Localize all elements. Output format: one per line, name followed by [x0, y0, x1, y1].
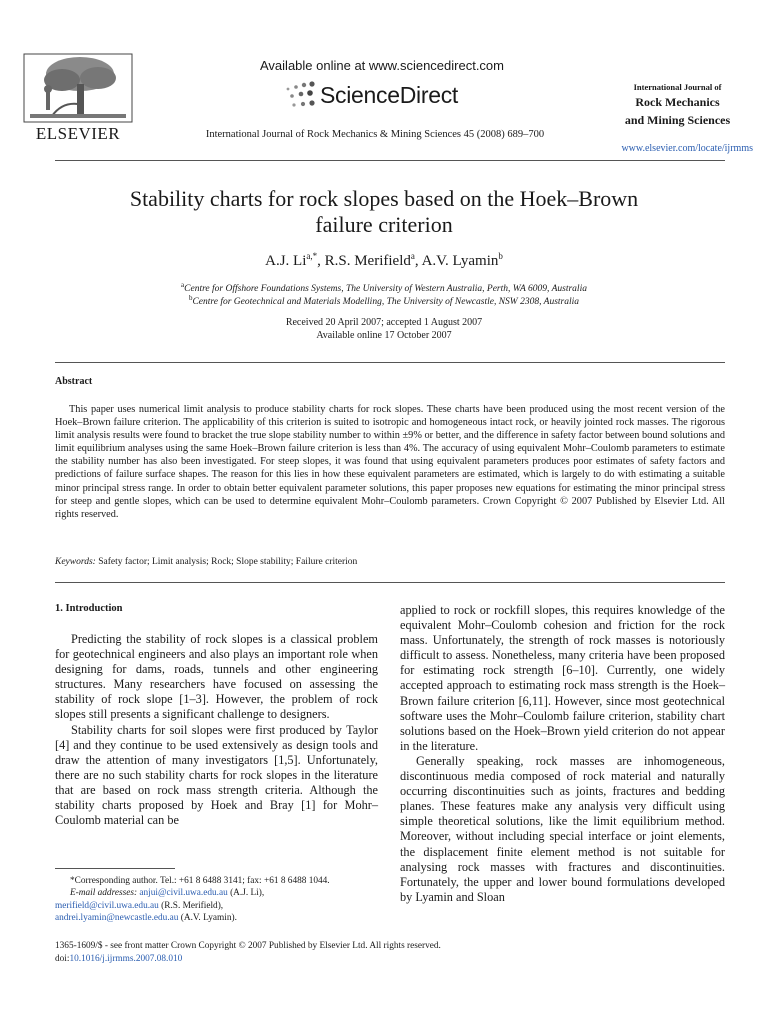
journal-citation: International Journal of Rock Mechanics & Mining Sciences 45 (2008) 689–700 [205, 129, 545, 140]
author-name: R.S. Merifield [324, 253, 411, 269]
abstract-heading: Abstract [55, 376, 93, 387]
body-paragraph: Generally speaking, rock masses are inhomogeneous, discontinuous media composed of rock material and naturally occurring discontinuities such as joints, fractures and bedding planes. These features make any analysis very difficult using simple theoretical solutions, like the limit equilibrium method. Moreover, without including special interface or joint elements, the displacement finite element method is not suitable for analysing rock masses with fractures and discontinuities. Fortunately, the upper and lower bound formulations developed by Lyamin and Sloan [400, 753, 725, 904]
journal-title-line1: International Journal of [633, 82, 722, 92]
doi-label: doi: [55, 954, 70, 964]
affil-text: Centre for Offshore Foundations Systems, The University of Western Australia, Perth, WA 6009, Australia [184, 284, 587, 295]
email-link-li[interactable]: anjui@civil.uwa.edu.au [139, 888, 228, 899]
body-paragraph: Stability charts for soil slopes were first produced by Taylor [4] and they continue to be used extensively as design tools and draw the attention of many investigators [1,5]. Unfortunately, there are no such stability charts for rock slopes in the literature that are based on rock mass strength criteria. Although the stability charts proposed by Hoek and Bray [1] for Mohr–Coulomb material can be [55, 722, 378, 828]
doi-link[interactable]: 10.1016/j.ijrmms.2007.08.010 [69, 954, 183, 964]
title-line1: Stability charts for rock slopes based on the Hoek–Brown [129, 186, 639, 211]
affiliation-b [60, 294, 708, 307]
publisher-name: ELSEVIER [35, 124, 121, 143]
keywords-line [55, 557, 357, 567]
email-link-lyamin[interactable]: andrei.lyamin@newcastle.edu.au [55, 912, 179, 923]
journal-title-line2: Rock Mechanics [635, 95, 720, 109]
available-date: Available online 17 October 2007 [316, 330, 452, 341]
received-date: Received 20 April 2007; accepted 1 August 2007 [285, 317, 483, 328]
right-column [400, 603, 725, 905]
keywords-label: Keywords: [55, 557, 96, 567]
abstract-copyright: Crown Copyright © 2007 Published by Elsevier Ltd. All rights reserved. [55, 495, 725, 520]
page-footer [55, 940, 725, 966]
affiliation-a [60, 281, 708, 294]
journal-title-line3: and Mining Sciences [624, 113, 731, 127]
email-owner: (A.J. Li), [230, 888, 265, 899]
abstract-top-rule [55, 362, 725, 363]
journal-url-link[interactable]: www.elsevier.com/locate/ijrmms [621, 143, 753, 154]
keywords-text: Safety factor; Limit analysis; Rock; Slope stability; Failure criterion [98, 557, 358, 567]
section-heading: 1. Introduction [55, 603, 123, 614]
abstract-text: This paper uses numerical limit analysis to produce stability charts for rock slopes. These charts have been produced using the most recent version of the Hoek–Brown failure criterion. The applicability of this criterion is suited to isotropic and homogeneous intact rock, or heavily jointed rock masses. The rigorous limit analysis results were found to bracket the true slope stability number to within ±9% or better, and the difference in safety factor between bound solutions and limit equilibrium analyses using the same Hoek–Brown failure criterion is less than 4%. The accuracy of using equivalent Mohr–Coulomb parameters to estimate the stability number has also been investigated. For steep slopes, it was found that using equivalent parameters produces poor estimates of safety factors and predictions of failure surface shapes. The reason for this lies in how these equivalent parameters are estimated, which is largely to do with estimating a suitable minor principal stress range. In order to obtain better equivalent parameter solutions, this paper proposes new equations for estimating the minor principal stress for steep and gentle slopes, which can be used to determine equivalent Mohr–Coulomb parameters. [55, 404, 725, 507]
author-list [60, 251, 708, 270]
author-name: A.V. Lyamin [421, 253, 499, 269]
journal-title-box [600, 82, 755, 128]
email-owner: (R.S. Merifield), [161, 900, 224, 911]
available-online-text: Available online at www.sciencedirect.com [260, 58, 504, 73]
sciencedirect-dots-icon [282, 80, 318, 110]
email-owner: (A.V. Lyamin). [180, 912, 237, 923]
author-separator: , [317, 253, 325, 269]
author-separator: , [414, 253, 422, 269]
author-affil-mark: b [498, 251, 503, 261]
body-paragraph: Predicting the stability of rock slopes is a classical problem for geotechnical engineers and also plays an important role when designing for dams, roads, tunnels and other engineering structures. Many researchers have focused on assessing the stability of rock slope [1–3]. However, the problem of rock slopes still presents a significant challenge to designers. [55, 632, 378, 722]
corresponding-author-note: *Corresponding author. Tel.: +61 8 6488 3141; fax: +61 8 6488 1044. [70, 876, 330, 886]
sciencedirect-wordmark: ScienceDirect [320, 82, 458, 108]
footnote-rule [55, 868, 175, 869]
affil-text: Centre for Geotechnical and Materials Modelling, The University of Newcastle, NSW 2308, Australia [192, 297, 580, 308]
title-line2: failure criterion [315, 212, 453, 237]
affil-label: a [181, 281, 185, 289]
author-affil-mark: a,* [306, 251, 318, 261]
left-column [55, 632, 378, 828]
email-label: E-mail addresses: [70, 888, 138, 899]
footnote [55, 875, 385, 924]
abstract-body [55, 403, 725, 521]
author-name: A.J. Li [265, 253, 307, 269]
article-title [60, 186, 708, 238]
body-paragraph: applied to rock or rockfill slopes, this requires knowledge of the equivalent Mohr–Coulomb cohesion and friction for the rock mass. Unfortunately, the strength of rock masses is notoriously difficult to assess. Nonetheless, many criteria have been proposed for estimating rock strength [6–10]. Currently, one widely accepted approach to estimating rock mass strength is the Hoek–Brown failure criterion [6,11]. However, since most geotechnical software uses the Mohr–Coulomb failure criterion, stability chart solutions based on the Hoek–Brown yield criterion do not appear in the literature. [400, 603, 725, 753]
author-affil-mark: a [410, 251, 415, 261]
affil-label: b [188, 294, 193, 302]
header-rule [55, 160, 725, 161]
front-matter-note: 1365-1609/$ - see front matter Crown Copyright © 2007 Published by Elsevier Ltd. All rights reserved. [55, 941, 441, 951]
abstract-bottom-rule [55, 582, 725, 583]
email-link-merifield[interactable]: merifield@civil.uwa.edu.au [55, 900, 159, 911]
